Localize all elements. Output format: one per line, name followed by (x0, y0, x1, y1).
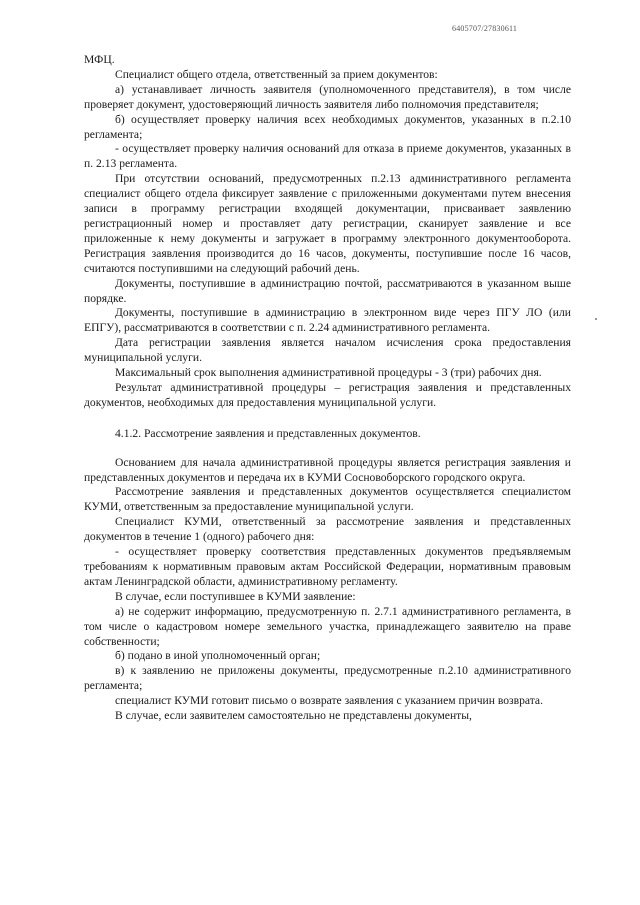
document-body (84, 53, 571, 724)
document-code: 6405707/27830611 (452, 24, 518, 33)
paragraph: Максимальный срок выполнения административной процедуры - 3 (три) рабочих дня. (115, 366, 542, 380)
paragraph: Результат административной процедуры – регистрация заявления и представленных документов, необходимых для предоставления муниципальной услуги. (84, 380, 571, 409)
paragraph: Основанием для начала административной процедуры является регистрация заявления и представленных документов и передача их в КУМИ Сосновоборского городского округа. (84, 455, 571, 484)
paragraph: б) осуществляет проверку наличия всех необходимых документов, указанных в п.2.10 регламента; (84, 112, 571, 141)
paragraph: б) подано в иной уполномоченный орган; (115, 649, 321, 663)
paragraph: - осуществляет проверку наличия оснований для отказа в приеме документов, указанных в п. 2.13 регламента. (84, 142, 571, 171)
paragraph: В случае, если заявителем самостоятельно не представлены документы, (115, 709, 472, 723)
paragraph: Рассмотрение заявления и представленных документов осуществляется специалистом КУМИ, ответственным за предоставление муниципальной услуги. (84, 485, 571, 514)
paragraph: Дата регистрации заявления является началом исчисления срока предоставления муниципальной услуги. (84, 336, 571, 365)
paragraph: Специалист общего отдела, ответственный за прием документов: (115, 67, 438, 81)
paragraph: В случае, если поступившее в КУМИ заявление: (115, 589, 356, 603)
section-heading: 4.1.2. Рассмотрение заявления и представленных документов. (115, 426, 421, 440)
paragraph: МФЦ. (84, 53, 115, 66)
paragraph: а) устанавливает личность заявителя (уполномоченного представителя), в том числе проверяет документ, удостоверяющий личность заявителя либо полномочия представителя; (84, 82, 571, 111)
paragraph: При отсутствии оснований, предусмотренных п.2.13 административного регламента специалист общего отдела фиксирует заявление с приложенными документами путем внесения записи в программу регистрации входящей документации, присваивает заявлению регистрационный номер и проставляет дату регистрации, сканирует заявление и все приложенные к нему документы и загружает в программу электронного документооборота. Регистрация заявления производится до 16 часов, документы, поступившие после 16 часов, считаются поступившими на следующий рабочий день. (84, 172, 571, 275)
paragraph: специалист КУМИ готовит письмо о возврате заявления с указанием причин возврата. (115, 694, 543, 708)
paragraph: в) к заявлению не приложены документы, предусмотренные п.2.10 административного регламента; (84, 664, 571, 693)
paragraph: - осуществляет проверку соответствия представленных документов предъявляемым требованиям к нормативным правовым актам Российской Федерации, нормативным правовым актам Ленинградской области, административному регламенту. (84, 545, 571, 588)
paragraph: Документы, поступившие в администрацию почтой, рассматриваются в указанном выше порядке. (84, 276, 571, 305)
paragraph: Специалист КУМИ, ответственный за рассмотрение заявления и представленных документов в течение 1 (одного) рабочего дня: (84, 515, 571, 544)
paragraph: Документы, поступившие в администрацию в электронном виде через ПГУ ЛО (или ЕПГУ), рассматриваются в соответствии с п. 2.24 административного регламента. (84, 306, 571, 335)
margin-dot (595, 318, 597, 320)
paragraph: а) не содержит информацию, предусмотренную п. 2.7.1 административного регламента, в том числе о кадастровом номере земельного участка, принадлежащего заявителю на праве собственности; (84, 604, 571, 648)
